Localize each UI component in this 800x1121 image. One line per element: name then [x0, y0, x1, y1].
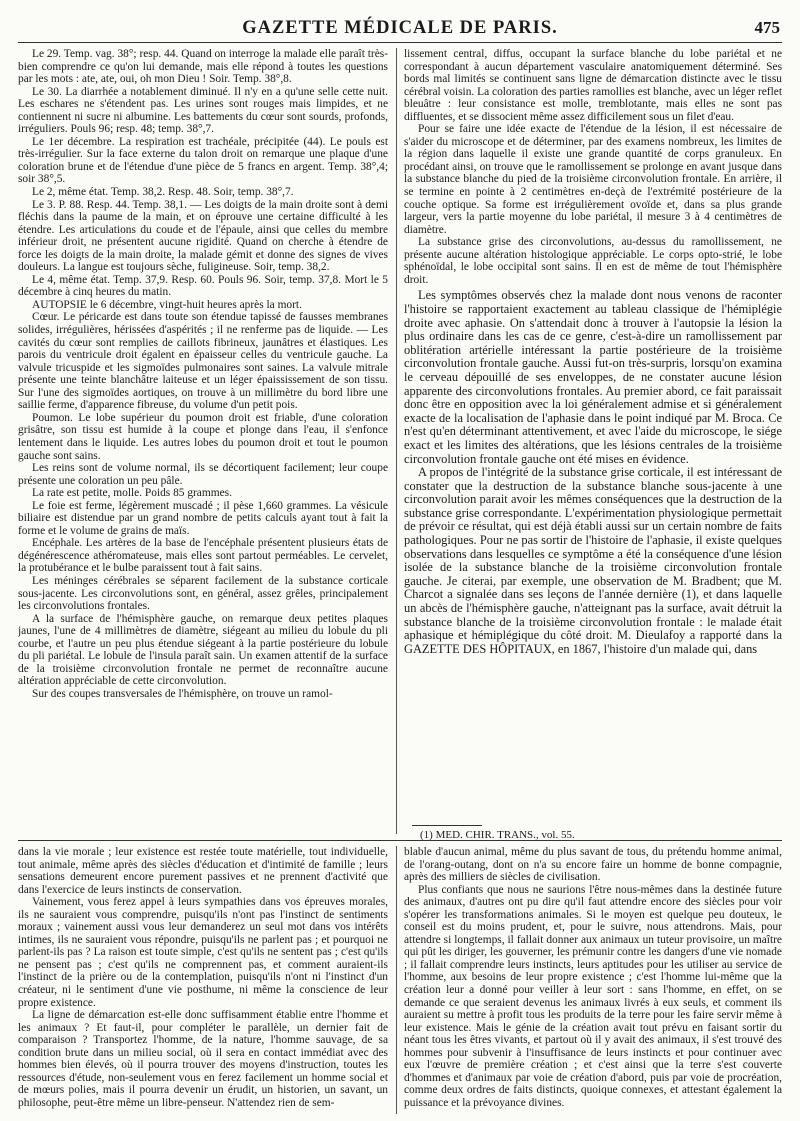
right-column: [404, 48, 782, 820]
paragraph: Le 4, même état. Temp. 37,9. Resp. 60. Pouls 96. Soir, temp. 37,8. Mort le 5 décembre à cinq heures du matin.: [18, 273, 388, 299]
paragraph: Le 1er décembre. La respiration est trachéale, précipitée (44). Le pouls est très-irrégulier. Sur la face externe du talon droit on remarque une plaque d'une coloration brune et de l'étendue d'une pièce de 5 francs en argent. Temp. 38°,4; soir 38°,5.: [18, 135, 388, 186]
page-number: 475: [754, 18, 780, 37]
column-divider: [396, 48, 397, 834]
paragraph: Le 3. P. 88. Resp. 44. Temp. 38,1. — Les doigts de la main droite sont à demi fléchis dans la paume de la main, et on éprouve une certaine difficulté à les étendre. Les articulations du coude et de l'épaule, ainsi que celles du membre inférieur droit, ne présentent aucune rigidité. Quand on cherche à étendre de force les doigts de la main droite, la malade gémit et donne des signes de vives douleurs. La langue est toujours sèche, fuligineuse. Soir, temp. 38,2.: [18, 198, 388, 274]
paragraph: Le 29. Temp. vag. 38°; resp. 44. Quand on interroge la malade elle paraît très-bien comprendre ce qu'on lui demande, mais elle répond à toutes les questions par les mots : ate, ate, oui, oh mon Dieu ! Soir. Temp. 38°,8.: [18, 48, 388, 86]
paragraph-spleen: La rate est petite, molle. Poids 85 grammes.: [32, 487, 232, 500]
page-header: [18, 18, 782, 40]
paragraph: A la surface de l'hémisphère gauche, on remarque deux petites plaques jaunes, l'une de 4 millimètres de diamètre, siégeant au milieu du lobule du pli courbe, et l'autre un peu plus étendue siégeant à la partie postérieure du lobule du pli pariétal. Le lobule de l'insula paraît sain. Un examen attentif de la surface de la troisième circonvolution frontale ne permet de reconnaître aucune altération appréciable de cette circonvolution.: [18, 612, 388, 688]
paragraph: blable d'aucun animal, même du plus savant de tous, du prétendu homme animal, de l'orang-outang, dont on n'a su encore faire un homme de bonne compagnie, après des milliers de siècles de civilisation.: [404, 846, 782, 884]
feuilleton-rule: [18, 840, 782, 841]
paragraph-liver: Le foie est ferme, légèrement muscadé ; il pèse 1,660 grammes. La vésicule biliaire est distendue par un grand nombre de petits calculs ayant tout à fait la forme et le volume de grains de maïs.: [18, 499, 388, 537]
paragraph: Le 30. La diarrhée a notablement diminué. Il n'y en a qu'une selle cette nuit. Les eschares ne s'étendent pas. Les urines sont rouges mais limpides, et ne contiennent ni sucre ni albumine. Les battements du cœur sont sourds, profonds, irréguliers. Pouls 96; resp. 48; temp. 38°,7.: [18, 85, 388, 136]
paragraph: Sur des coupes transversales de l'hémisphère, on trouve un ramol-: [32, 687, 333, 700]
footnote-rule: [412, 825, 482, 826]
paragraph: Le 2, même état. Temp. 38,2. Resp. 48. Soir, temp. 38°,7.: [32, 186, 294, 199]
journal-title: GAZETTE MÉDICALE DE PARIS.: [242, 18, 558, 38]
paragraph: dans la vie morale ; leur existence est restée toute matérielle, tout individuelle, tout animale, même après des siècles d'éducation et d'intimité de famille ; leurs sensations demeurent encore purement passives et ne prennent d'activité que dans l'exercice de leurs instincts de conservation.: [18, 846, 388, 896]
paragraph: Les symptômes observés chez la malade dont nous venons de raconter l'histoire se rapportaient exactement au tableau classique de l'hémiplégie droite avec aphasie. On s'attendait donc à trouver à l'autopsie la lésion la plus ordinaire dans les cas de ce genre, c'est-à-dire un ramollissement par oblitération artérielle intéressant la partie postérieure de la troisième circonvolution frontale gauche. Aussi fut-on très-surpris, lorsqu'on examina le cerveau dépouillé de ses enveloppes, de ne constater aucune lésion apparente des circonvolutions frontales. Au premier abord, ce fait paraissait donc être en opposition avec la loi généralement admise et si généralement exacte de la localisation de l'aphasie dans le point indiqué par M. Broca. Ce n'est qu'en déterminant attentivement, et avec l'aide du microscope, le siége exact et les limites des altérations, que les lésions centrales de la troisième circonvolution frontale gauche ont été mises en évidence.: [404, 288, 782, 466]
paragraph-brain: Encéphale. Les artères de la base de l'encéphale présentent plusieurs états de dégénérescence athéromateuse, mais elles sont partout perméables. Le cervelet, la protubérance et le bulbe paraissent tout à fait sains.: [18, 537, 388, 575]
paragraph-heart: Cœur. Le péricarde est dans toute son étendue tapissé de fausses membranes solides, irrégulières, hérissées d'aspérités ; il ne renferme pas de liquide. — Les cavités du cœur sont remplies de caillots fibrineux, jaunâtres et élastiques. Les parois du ventricule droit égalent en épaisseur celles du ventricule gauche. La valvule tricuspide et les sigmoïdes pulmonaires sont saines. La valvule mitrale présente une teinte blanchâtre laiteuse et un léger épaississement de son tissu. Sur l'une des sigmoïdes aortiques, on trouve à un millimètre du bord libre une saillie ferme, d'apparence fibreuse, du volume d'un petit pois.: [18, 311, 388, 412]
paragraph: Pour se faire une idée exacte de l'étendue de la lésion, il est nécessaire de s'aider du microscope et de déterminer, par des examens nombreux, les limites de la région dans laquelle il existe une grande quantité de corps granuleux. En procédant ainsi, on trouve que le ramollissement se prolonge en avant jusque dans la substance blanche du pied de la troisième circonvolution frontale. En arrière, il se termine en pointe à 2 centimètres en-deçà de l'extrémité postérieure de la couche optique. Sa forme est irrégulièrement ovoïde et, dans sa plus grande largeur, vers la partie moyenne du lobe pariétal, il mesure 3 à 4 centimètres de diamètre.: [404, 123, 782, 236]
column-divider-bottom: [396, 846, 397, 1114]
autopsy-heading: AUTOPSIE le 6 décembre, vingt-huit heures après la mort.: [32, 298, 302, 311]
header-rule: [18, 42, 782, 43]
paragraph: lissement central, diffus, occupant la surface blanche du lobe pariétal et ne correspondant à aucun département vasculaire anatomiquement déterminé. Ses bords mal limités se continuent sans ligne de démarcation distincte avec le tissu cérébral voisin. La coloration des parties ramollies est blanche, avec un léger reflet bleuâtre : leur consistance est molle, tremblotante, mais elles ne sont pas diffluentes, et se dissocient même assez difficilement sous un filet d'eau.: [404, 48, 782, 123]
paragraph: A propos de l'intégrité de la substance grise corticale, il est intéressant de constater que la destruction de la substance blanche sous-jacente à une circonvolution parait avoir les mêmes conséquences que la destruction de la substance grise correspondante. L'expérimentation physiologique permettait de prévoir ce résultat, qui est déjà établi aussi sur un certain nombre de faits pathologiques. Pour ne pas sortir de l'histoire de l'aphasie, il existe quelques observations dans lesquelles ce symptôme a été la conséquence d'une lésion isolée de la substance blanche de la troisième circonvolution frontale gauche. Je citerai, par exemple, une observation de M. Bradbent; que M. Charcot a signalée dans ses leçons de l'année dernière (1), et dans laquelle un abcès de l'hémisphère gauche, n'atteignant pas la surface, avait détruit la substance blanche de la troisième circonvolution frontale : le malade était aphasique et hémiplégique du côté droit. M. Dieulafoy a rapporté dans la GAZETTE DES HÔPITAUX, en 1867, l'histoire d'un malade qui, dans: [404, 465, 782, 656]
paragraph: La substance grise des circonvolutions, au-dessus du ramollissement, ne présente aucune altération histologique appréciable. Le corps opto-strié, le lobe sphénoïdal, le lobe occipital sont sains. Il en est de même de tout l'hémisphère droit.: [404, 236, 782, 286]
paragraph: Vainement, vous ferez appel à leurs sympathies dans vos épreuves morales, ils ne sauraient vous comprendre, puisqu'ils n'ont pas l'instinct de sentiments moraux ; vainement aussi vous leur demanderez un seul mot dans vos intérêts intimes, ils ne sauraient vous répondre, puisqu'ils ne parlent pas ; et pourquoi ne parlent-ils pas ? La raison est toute simple, c'est qu'ils ne sentent pas ; c'est qu'ils ne pensent pas ; c'est qu'ils ne comprennent pas, et comment auraient-ils l'instinct de la prière ou de la contemplation, puisqu'ils n'ont ni l'instinct d'un créateur, ni le sentiment d'une vie posthume, ni même la conscience de leur propre existence.: [18, 896, 388, 1009]
paragraph-kidneys: Les reins sont de volume normal, ils se décortiquent facilement; leur coupe présente une coloration un peu pâle.: [18, 462, 388, 487]
paragraph: La ligne de démarcation est-elle donc suffisamment établie entre l'homme et les animaux ? Et faut-il, pour compléter le parallèle, un dernier fait de comparaison ? Transportez l'homme, de la nature, l'homme sauvage, de sa condition brute dans un milieu social, où il sera en contact immédiat avec des hommes bien élevés, où il pourra trouver des moyens d'instruction, toutes les ressources d'étude, non-seulement vous en ferez facilement un homme social et de mœurs polies, mais il pourra devenir un érudit, un historien, un savant, un philosophe, peut-être même un libre-penseur. N'attendez rien de sem-: [18, 1009, 388, 1109]
paragraph-lung: Poumon. Le lobe supérieur du poumon droit est friable, d'une coloration grisâtre, son tissu est humide à la coupe et plonge dans l'eau, il s'enfonce lentement dans le liquide. Les autres lobes du poumon droit et tout le poumon gauche sont sains.: [18, 411, 388, 462]
left-column: [18, 48, 388, 820]
paragraph: Les méninges cérébrales se séparent facilement de la substance corticale sous-jacente. Les circonvolutions sont, en général, assez grêles, principalement les circonvolutions frontales.: [18, 574, 388, 613]
bottom-left-column: [18, 846, 388, 1114]
bottom-right-column: [404, 846, 782, 1114]
paragraph: Plus confiants que nous ne saurions l'être nous-mêmes dans la destinée future des animaux, d'autres ont pu dire qu'il faut attendre encore des siècles pour voir s'opérer les transformations animales. Si le moyen est quelque peu douteux, le conseil est du moins prudent, et, pour le suivre, nous attendrons. Mais, pour attendre si longtemps, il fallait donner aux animaux un tuteur provisoire, un maître qui pût les diriger, les gouverner, les prémunir contre les dangers d'une vie nomade ; il fallait comprendre leurs instincts, leurs aptitudes pour les utiliser au service de l'homme, aux besoins de leur propre existence ; c'est l'homme lui-même que la création leur a donné pour veiller à leur sort : sans l'homme, en effet, on se demande ce que seraient devenus les animaux livrés à eux seuls, et comment ils auraient su mettre à profit tous les produits de la terre pour les faire servir même à leur existence. Mais le génie de la création avait tout prévu en faisant sortir du néant tous les êtres vivants, et partout où il y avait des animaux, il s'est trouvé des hommes pour subvenir à l'insuffisance de leurs instincts et pour continuer avec eux l'œuvre de première création ; et c'est ainsi que la terre s'est couverte d'hommes et d'animaux par voie de création d'abord, puis par voie de procréation, comme deux ordres de faits distincts, quoique connexes, et attestant également la puissance et la prévoyance divines.: [404, 883, 782, 1109]
footnote: (1) MED. CHIR. TRANS., vol. 55.: [420, 829, 575, 841]
